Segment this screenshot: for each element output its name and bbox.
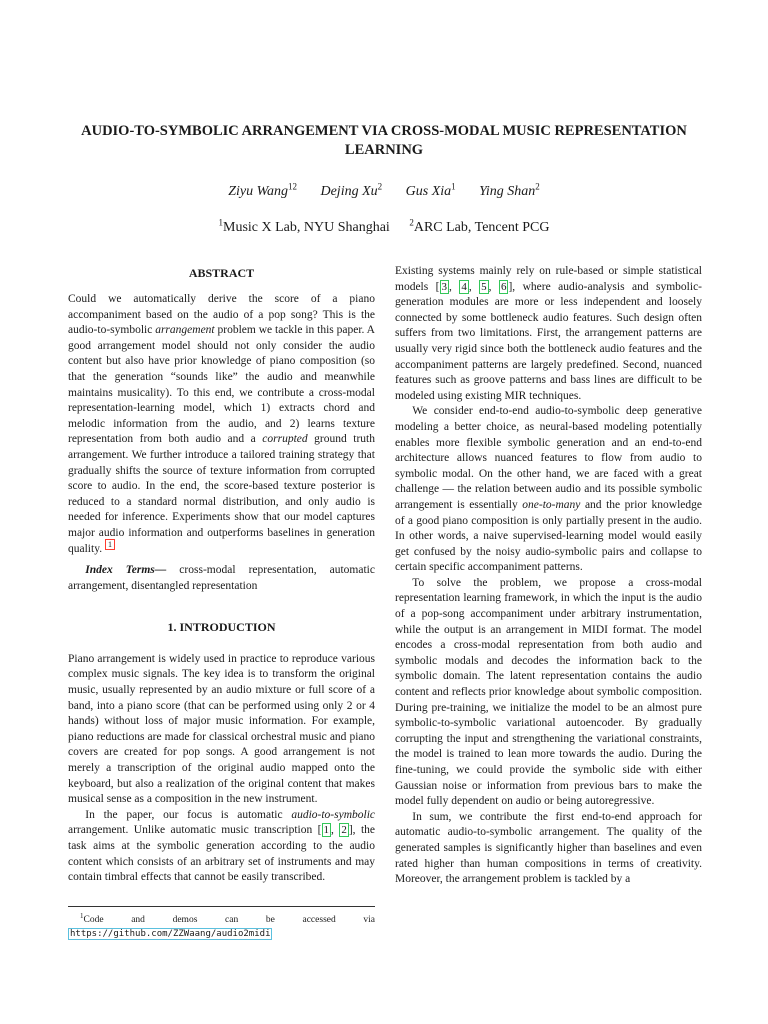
citation-link[interactable]: 2 <box>341 824 347 837</box>
intro-paragraph-2: In the paper, our focus is automatic audio-to-symbolic arrangement. Unlike automatic music transcription [ 1 , 2 ], the task aims at the symbolic generation according to the audio content which consists of an arbitrary set of instruments and may contain timbral effects that cannot be easily transcribed. <box>68 808 375 884</box>
footnote-link[interactable]: 1 <box>105 539 115 550</box>
paper-title <box>60 122 708 160</box>
index-terms-label: Index Terms— <box>85 564 167 577</box>
body-paragraph-3: To solve the problem, we propose a cross-modal representation learning framework, in which the input is the audio of a pop-song accompaniment under arbitrary instrumentation, while the output is an arrangement in MIDI format. The model encodes a cross-modal representation from both audio and symbolic modals and decodes the information back to the symbolic domain. The latent representation contains the audio content and reflects prior knowledge about symbolic composition. During pre-training, we initialize the model to be an almost pure symbolic-to-symbolic variational autoencoder. By gradually corrupting the input and strengthening the variational constraints, the model is trained to lean more towards the audio. During the fine-tuning, we could provide the symbolic side with either Gaussian noise or information from previous bars to make the model fully dependent on audio or being autoregressive. <box>395 576 702 808</box>
author: Ying Shan$^2$ <box>479 181 540 199</box>
intro-paragraph-1: Piano arrangement is widely used in practice to reproduce various complex music signals. The key idea is to transform the original music, usually represented by an audio mixture or full score of a band, into a piano score (that can be performed using only 2 or 4 hands) without loss of major music information. For example, piano reductions are made for classical orchestral music and piano covers are created for pop songs. A good arrangement is not merely a transcription of the original audio mapped onto the keyboard, but also a realization of the original content that makes musical sense as a composition in the new instrument. <box>68 652 375 806</box>
author: Gus Xia$^1$ <box>405 181 456 199</box>
citation-link[interactable]: 6 <box>500 280 507 293</box>
author: Ziyu Wang$^{12}$ <box>228 181 297 199</box>
introduction-heading: 1. INTRODUCTION <box>167 620 276 635</box>
abstract-heading: ABSTRACT <box>188 266 255 280</box>
author: Dejing Xu$^2$ <box>320 181 383 199</box>
body-paragraph-2: We consider end-to-end audio-to-symbolic deep generative modeling a better choice, as neural-based modeling potentially enables more flexible symbolic generation and an end-to-end architecture allows nuanced features to flow from audio to symbolic modal. On the other hand, we are faced with a great challenge — the relation between audio and its possible symbolic arrangement is essentially one-to-many and the prior knowledge of a good piano composition is only partially present in the audio. In other words, a naive supervised-learning model would easily get confused by the noisy audio-symbolic pairs and collapse to certain specific accompaniment patterns. <box>395 405 702 574</box>
index-terms: Index Terms— cross-modal representation, automatic arrangement, disentangled representation <box>68 564 375 592</box>
abstract-text: Could we automatically derive the score of a piano accompaniment based on the audio of a pop song? This is the audio-to-symbolic arrangement problem we tackle in this paper. A good arrangement model should not only consider the audio content but also have prior knowledge of piano composition (so that the generation “sounds like” the audio and meanwhile maintains musicality). To this end, we contribute a cross-modal representation-learning model, which 1) extracts chord and melodic information from the audio, and 2) learns texture representation from both audio and a corrupted ground truth arrangement. We further introduce a tailored training strategy that gradually shifts the source of texture information from corrupted score to audio. In the end, the score-based texture posterior is reduced to a standard normal distribution, and only audio is needed for inference. Experiments show that our model captures major audio information and outperforms baselines in generation quality. $^1$ <box>68 293 375 555</box>
citation-link[interactable]: 4 <box>461 280 467 293</box>
citation-link[interactable]: 5 <box>481 280 487 293</box>
citation-link[interactable]: 3 <box>441 280 447 293</box>
affiliation: $^1$Music X Lab, NYU Shanghai <box>218 217 390 235</box>
right-column <box>395 264 702 888</box>
affiliation-list <box>60 212 708 238</box>
body-paragraph-1: Existing systems mainly rely on rule-based or simple statistical models [ 3 , 4 , 5 , 6 ], where audio-analysis and symbolic-generation modules are more or less independent and loosely connected by some bottleneck audio features. Such design often suffers from two limitations. First, the arrangement patterns are usually very rigid since both the bottleneck audio features and the accompaniment patterns are largely predefined. Second, nuanced features such as groove patterns and bass lines are difficult to be modeled using existing MIR techniques. <box>395 265 703 402</box>
citation-link[interactable]: 1 <box>323 824 330 837</box>
paper-title-line-2: LEARNING <box>344 142 424 158</box>
footnote: $^1$Code and demos can be accessed via https://github.com/ZZWaang/audio2midi <box>68 906 375 941</box>
paper-title-line-1: AUDIO-TO-SYMBOLIC ARRANGEMENT VIA CROSS-MODAL MUSIC REPRESENTATION <box>81 123 687 139</box>
affiliation: $^2$ARC Lab, Tencent PCG <box>409 217 550 235</box>
author-list <box>60 176 708 202</box>
body-paragraph-4: In sum, we contribute the first end-to-end approach for automatic audio-to-symbolic arrangement. The quality of the generated samples is significantly higher than baselines and even rated higher than human compositions in terms of creativity. Moreover, the arrangement problem is tackled by a <box>395 810 702 886</box>
github-link[interactable]: https://github.com/ZZWaang/audio2midi <box>70 929 271 940</box>
left-column <box>68 264 375 886</box>
